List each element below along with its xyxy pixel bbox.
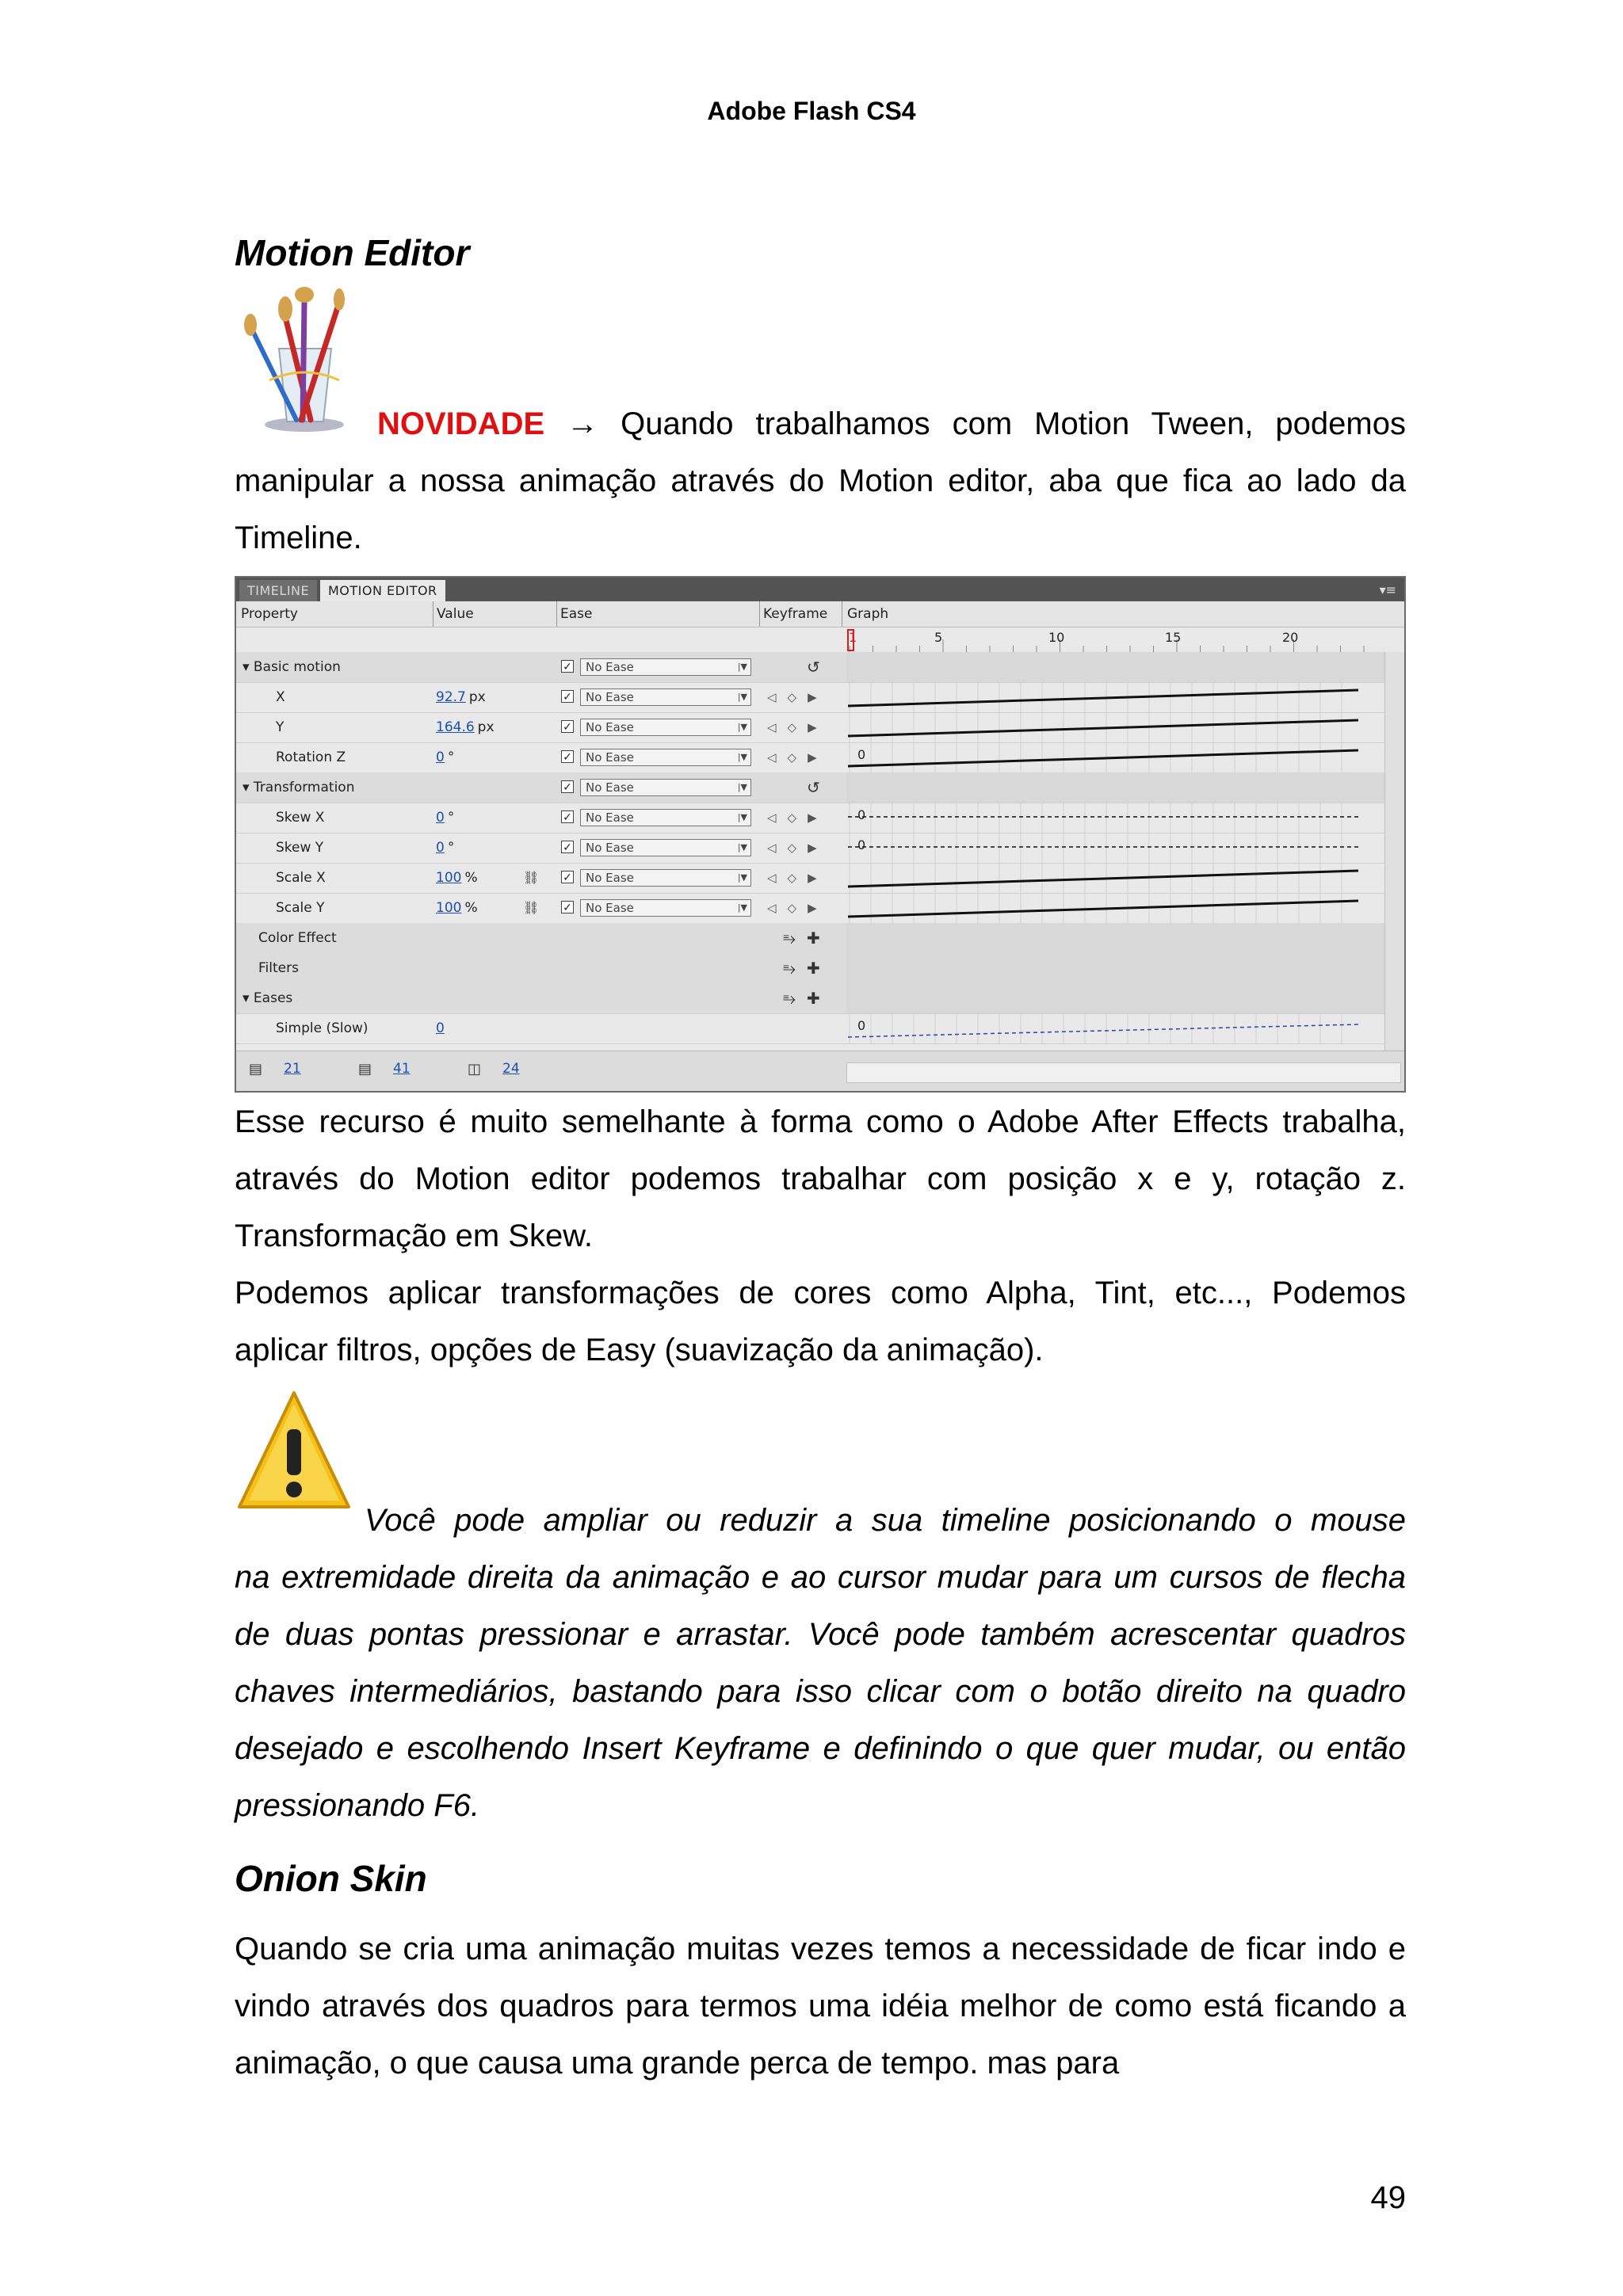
keyframe-nav-icon[interactable]: ◁◇▶ [767, 720, 828, 734]
keyframe-nav-icon[interactable]: ◁◇▶ [767, 690, 828, 704]
add-icon[interactable]: ✚ [807, 989, 820, 1008]
graph-curve [846, 682, 1361, 712]
intro-text-rest: manipular a nossa animação através do Motion editor, aba que fica ao lado da Timeline. [235, 463, 1406, 555]
property-label: Skew X [276, 810, 325, 826]
property-label: Skew Y [276, 840, 324, 856]
ease-checkbox[interactable]: ✓ [561, 690, 574, 703]
graph-cell[interactable] [846, 652, 1385, 683]
chevron-down-icon: |▼ [737, 842, 747, 852]
keyframe-nav-icon[interactable]: ◁◇▶ [767, 750, 828, 765]
property-label: ▾ Transformation [242, 780, 355, 795]
property-row[interactable] [236, 923, 846, 954]
ease-checkbox[interactable]: ✓ [561, 901, 574, 913]
property-label: Color Effect [258, 930, 337, 946]
ease-dropdown[interactable]: No Ease |▼ [580, 809, 751, 826]
ease-checkbox[interactable]: ✓ [561, 750, 574, 763]
graph-curve [846, 742, 1361, 772]
tip-text-rest: na extremidade direita da animação e ao cursor mudar para um cursos de flecha de duas pontas pressionar e arrastar. Você pode também acrescentar quadros chaves intermediários, bastando para isso clicar com o botão direito na quadro desejado e escolhendo Insert Keyframe e definindo o que quer mudar, ou então pressionando F6. [235, 1560, 1406, 1823]
property-label: Rotation Z [276, 749, 346, 765]
graph-size-icon[interactable]: ▤ [249, 1061, 263, 1077]
keyframe-nav-icon[interactable]: ◁◇▶ [767, 841, 828, 855]
reset-values-icon[interactable]: ↺ [807, 658, 820, 677]
graph-size-value[interactable]: 21 [284, 1061, 301, 1077]
property-value[interactable]: 0 ° [436, 833, 454, 863]
property-unit: ° [447, 840, 455, 856]
reset-values-icon[interactable]: ↺ [807, 778, 820, 797]
running-header: Adobe Flash CS4 [707, 97, 916, 125]
paragraph-color-filters: Podemos aplicar transformações de cores como Alpha, Tint, etc..., Podemos aplicar filtros, opções de Easy (suavização da animação). [235, 1276, 1406, 1367]
ruler-label-5: 5 [934, 630, 943, 645]
graph-cell[interactable] [846, 803, 1385, 833]
intro-line-1 [377, 395, 1406, 452]
property-row[interactable] [236, 1013, 846, 1044]
graph-cell[interactable] [846, 742, 1385, 773]
ease-checkbox[interactable]: ✓ [561, 720, 574, 733]
graph-cell[interactable] [846, 1013, 1385, 1044]
col-property: Property [241, 601, 298, 627]
section-heading-onion-skin: Onion Skin [235, 1858, 427, 1899]
graph-curve [846, 712, 1361, 742]
graph-curve [846, 833, 1361, 863]
property-label: X [276, 689, 285, 705]
graph-cell[interactable] [846, 682, 1385, 713]
col-graph: Graph [842, 601, 888, 627]
remove-icon[interactable]: ⥱ [783, 959, 796, 978]
property-label: Scale Y [276, 900, 325, 916]
property-unit: px [477, 719, 495, 735]
frame-ruler[interactable] [846, 628, 1385, 652]
expanded-graph-size-value[interactable]: 41 [393, 1061, 411, 1077]
paintbrush-cup-icon [238, 285, 365, 436]
link-icon[interactable]: ⛓ [523, 900, 540, 915]
page-number: 49 [1370, 2180, 1406, 2215]
tab-timeline[interactable]: TIMELINE [239, 580, 317, 601]
vertical-scrollbar[interactable] [1384, 652, 1404, 1051]
panel-menu-icon[interactable]: ▾≡ [1379, 582, 1396, 597]
graph-curve [846, 863, 1361, 893]
graph-curve [846, 803, 1361, 833]
novidade-label: NOVIDADE [377, 406, 545, 441]
graph-cell[interactable] [846, 772, 1385, 803]
graph-cell[interactable] [846, 953, 1385, 984]
chevron-down-icon: |▼ [737, 752, 747, 762]
ease-checkbox[interactable]: ✓ [561, 660, 574, 673]
property-unit: ° [447, 810, 455, 826]
property-value[interactable]: 0 ° [436, 803, 454, 833]
chevron-down-icon: |▼ [737, 662, 747, 672]
chevron-down-icon: |▼ [737, 692, 747, 702]
intro-text-line-1: Quando trabalhamos com Motion Tween, podemos [621, 406, 1406, 441]
ease-dropdown[interactable]: No Ease |▼ [580, 719, 751, 736]
ease-dropdown[interactable]: No Ease |▼ [580, 839, 751, 856]
chevron-down-icon: |▼ [737, 782, 747, 792]
property-unit: % [464, 900, 478, 916]
ease-checkbox[interactable]: ✓ [561, 810, 574, 823]
property-row[interactable] [236, 742, 846, 773]
ruler-label-15: 15 [1165, 630, 1182, 645]
ease-checkbox[interactable]: ✓ [561, 841, 574, 853]
property-row[interactable] [236, 803, 846, 833]
chevron-down-icon: |▼ [737, 812, 747, 822]
arrow-icon: → [567, 406, 599, 441]
property-row[interactable] [236, 682, 846, 713]
property-value[interactable]: 92.7 px [436, 682, 486, 712]
col-ease: Ease [556, 601, 592, 627]
tab-motion-editor[interactable]: MOTION EDITOR [320, 580, 445, 601]
col-keyframe: Keyframe [759, 601, 827, 627]
paragraph-after-effects: Esse recurso é muito semelhante à forma como o Adobe After Effects trabalha, através do Motion editor podemos trabalhar com posição x e y, rotação z. Transformação em Skew. [235, 1104, 1406, 1253]
graph-curve [846, 1013, 1361, 1043]
property-label: Simple (Slow) [276, 1020, 369, 1036]
ease-dropdown[interactable]: No Ease |▼ [580, 869, 751, 887]
panel-footer [236, 1051, 1404, 1091]
ease-dropdown[interactable]: No Ease |▼ [580, 779, 751, 796]
property-value[interactable]: 164.6 px [436, 712, 495, 742]
add-icon[interactable]: ✚ [807, 959, 820, 978]
property-row[interactable] [236, 712, 846, 743]
property-row[interactable] [236, 893, 846, 924]
property-label: Filters [258, 960, 299, 976]
remove-icon[interactable]: ⥱ [783, 929, 796, 948]
graph-cell[interactable] [846, 893, 1385, 924]
property-row[interactable] [236, 652, 846, 683]
ease-dropdown[interactable]: No Ease |▼ [580, 899, 751, 917]
graph-value-marker: 0 [857, 747, 866, 762]
ease-checkbox[interactable]: ✓ [561, 871, 574, 883]
ruler-label-1: 1 [849, 630, 857, 645]
property-row[interactable] [236, 863, 846, 894]
graph-cell[interactable] [846, 833, 1385, 864]
remove-icon[interactable]: ⥱ [783, 989, 796, 1008]
ease-dropdown[interactable]: No Ease |▼ [580, 688, 751, 706]
property-label: ▾ Basic motion [242, 659, 341, 675]
property-value[interactable]: 0 ° [436, 742, 454, 772]
ruler-ticks [846, 628, 1385, 652]
graph-cell[interactable] [846, 863, 1385, 894]
tip-line-1: Você pode ampliar ou reduzir a sua timeline posicionando o mouse [365, 1503, 1406, 1538]
property-row[interactable] [236, 983, 846, 1014]
panel-tab-bar [236, 578, 1404, 601]
graph-value-marker: 0 [857, 837, 866, 852]
ease-dropdown[interactable]: No Ease |▼ [580, 658, 751, 676]
link-icon[interactable]: ⛓ [523, 870, 540, 885]
property-unit: ° [447, 749, 455, 765]
chevron-down-icon: |▼ [737, 722, 747, 732]
property-unit: px [468, 689, 486, 705]
ease-dropdown[interactable]: No Ease |▼ [580, 749, 751, 766]
property-value[interactable]: 100 % [436, 893, 478, 923]
keyframe-nav-icon[interactable]: ◁◇▶ [767, 810, 828, 825]
paragraph-onion-skin: Quando se cria uma animação muitas vezes temos a necessidade de ficar indo e vindo através dos quadros para termos uma idéia melhor de como está ficando a animação, o que causa uma grande perca de tempo. mas para [235, 1932, 1406, 2081]
property-value[interactable]: 100 % [436, 863, 478, 893]
warning-icon [235, 1388, 353, 1513]
graph-value-marker: 0 [857, 1018, 866, 1033]
add-icon[interactable]: ✚ [807, 929, 820, 948]
horizontal-scrollbar[interactable] [846, 1062, 1401, 1083]
property-row[interactable] [236, 833, 846, 864]
col-value: Value [433, 601, 474, 627]
property-label: Scale X [276, 870, 326, 886]
keyframe-nav-icon[interactable]: ◁◇▶ [767, 901, 828, 915]
property-value[interactable]: 0 [436, 1020, 445, 1036]
graph-cell[interactable] [846, 712, 1385, 743]
expanded-graph-size-icon[interactable]: ▤ [358, 1061, 372, 1077]
chevron-down-icon: |▼ [737, 902, 747, 913]
graph-cell[interactable] [846, 983, 1385, 1014]
viewable-frames-icon[interactable]: ◫ [468, 1061, 482, 1077]
ruler-label-10: 10 [1048, 630, 1065, 645]
property-row[interactable] [236, 772, 846, 803]
property-label: Y [276, 719, 285, 735]
keyframe-nav-icon[interactable]: ◁◇▶ [767, 871, 828, 885]
section-heading-motion-editor: Motion Editor [235, 232, 470, 273]
motion-editor-panel [235, 576, 1406, 1093]
ease-checkbox[interactable]: ✓ [561, 780, 574, 793]
graph-curve [846, 893, 1361, 923]
ruler-label-20: 20 [1282, 630, 1299, 645]
property-row[interactable] [236, 953, 846, 984]
property-unit: % [464, 870, 478, 886]
graph-cell[interactable] [846, 923, 1385, 954]
graph-value-marker: 0 [857, 807, 866, 822]
property-label: ▾ Eases [242, 990, 293, 1006]
viewable-frames-value[interactable]: 24 [502, 1061, 520, 1077]
chevron-down-icon: |▼ [737, 872, 747, 883]
